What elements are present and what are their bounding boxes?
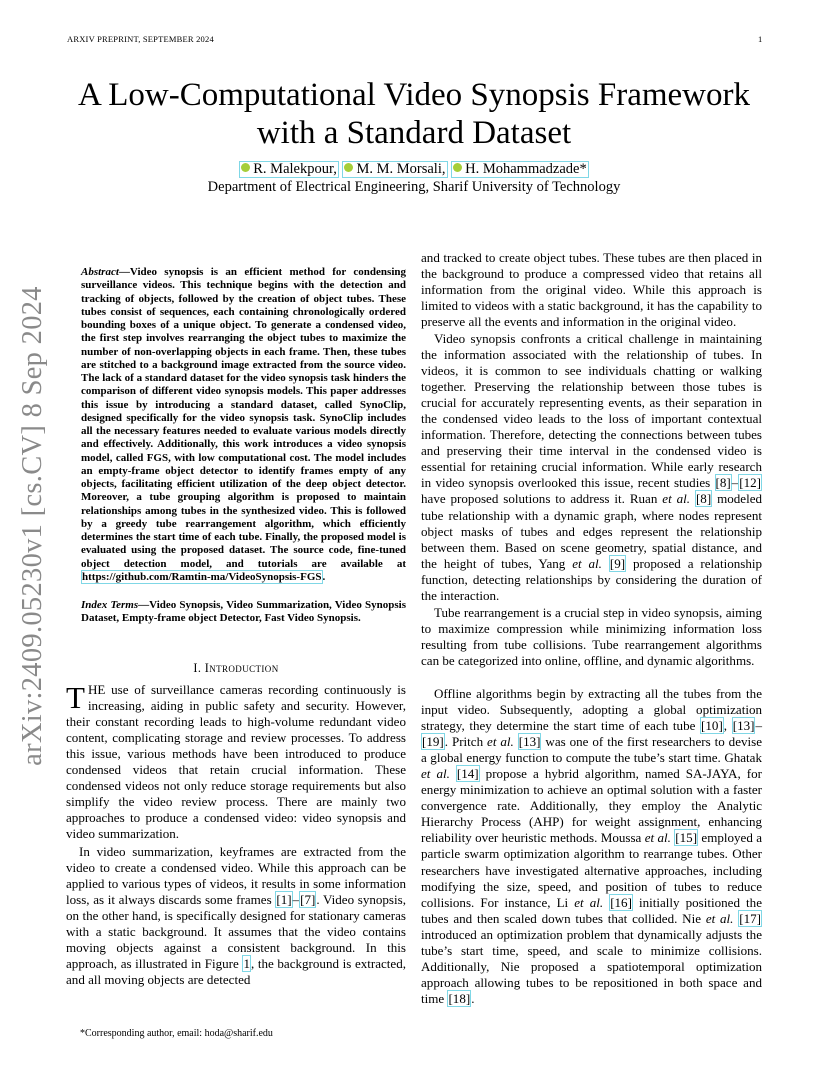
section-number: I. [193, 661, 205, 675]
drop-cap: T [66, 680, 85, 715]
orcid-icon [453, 163, 462, 172]
intro-paragraph-2 [66, 844, 406, 988]
author-name: M. M. Morsali, [356, 161, 446, 177]
citation-link[interactable]: [19] [422, 734, 444, 750]
text-run: Offline algorithms begin by extracting all the tubes from the input video. Subsequently, adopting a global optimization strategy, they determine the start time of each tube [421, 686, 762, 734]
section-heading [66, 661, 406, 676]
text-run: was one of the first researchers to devise a global energy function to compute the tube’s start time. Ghatak [421, 734, 762, 766]
orcid-icon [344, 163, 353, 172]
text-run: et al. [644, 830, 671, 846]
text-run: , the background is extracted, and all moving objects are detected [66, 956, 407, 988]
author-link[interactable] [451, 161, 589, 178]
abstract [81, 266, 406, 584]
text-run: employed a particle swarm optimization algorithm to rearrange tubes. Other researchers have investigated alternative approaches, including modifying the size, speed, and position of tubes to reduce collisions. For instance, Li [421, 830, 763, 910]
code-url-link[interactable]: https://github.com/Ramtin-ma/VideoSynopsis-FGS [82, 570, 322, 583]
author-list [0, 160, 828, 178]
index-terms-lead: Index Terms [81, 599, 139, 611]
text-run: propose a hybrid algorithm, named SA-JAYA, for energy minimization to achieve an optimal solution with a faster convergence rate. Additionally, they employ the Analytic Hierarchy Process (AHP) for weight assignment, enhancing reliability over heuristic methods. Moussa [421, 766, 762, 846]
abstract-end: . [322, 570, 326, 583]
figure-link[interactable]: 1 [243, 956, 250, 972]
citation-link[interactable]: [8] [715, 475, 731, 491]
citation-link[interactable]: [9] [609, 555, 626, 571]
arxiv-sidebar [6, 286, 60, 766]
author-link[interactable] [342, 161, 447, 178]
text-run: In video summarization, keyframes are extracted from the video to create a condensed video. While this approach can be applied to various types of videos, it results in some information loss, as it always discards some frames [66, 844, 406, 908]
text-run: proposed a relationship function, detecting relationships by considering the duration of the interaction. [421, 555, 762, 603]
text-run: initially positioned the tubes and then scaled down tubes that collided. Nie [421, 894, 762, 926]
author-name: R. Malekpour, [253, 161, 337, 177]
abstract-lead: Abstract [81, 266, 119, 278]
title-line-2: with a Standard Dataset [256, 115, 572, 151]
arxiv-identifier: arXiv:2409.05230v1 [cs.CV] 8 Sep 2024 [17, 286, 48, 766]
running-header: ARXIV PREPRINT, SEPTEMBER 2024 [67, 34, 214, 44]
text-run: et al. [572, 555, 602, 571]
section-title: Introduction [204, 661, 279, 675]
author-link[interactable] [239, 161, 339, 178]
index-terms-body: —Video Synopsis, Video Summarization, Video Synopsis Dataset, Empty-frame object Detector, Fast Video Synopsis. [81, 599, 406, 625]
right-paragraph-3: Tube rearrangement is a crucial step in video synopsis, aiming to maximize compression while minimizing information loss resulting from tube collisions. Tube rearrangement algorithms can be categorized into online, offline, and dynamic algorithms. [421, 605, 762, 669]
citation-link[interactable]: [13] [732, 718, 755, 734]
citation-link[interactable]: [13] [518, 734, 541, 750]
text-run: – [731, 475, 739, 491]
text-run: . Pritch [444, 734, 488, 750]
text-run: introduced an optimization problem that dynamically adjusts the tube’s start time, speed, and scale to minimize collisions. Additionally, Nie proposed a spatiotemporal optimization approach allowing tubes to be repositioned in both space and time [421, 926, 762, 1006]
citation-link[interactable]: [16] [610, 894, 632, 910]
text-run: Video synopsis confronts a critical challenge in maintaining the information associated with the relationship of tubes. In videos, it is common to see individuals chatting or walking together. Preserving the relationship between those tubes is crucial for accurately representing events, as their separation in the condensed video leads to the loss of important contextual information. Therefore, detecting the connections between tubes and preserving their time interval in the condensed video is essential for retaining crucial information. While early research in video synopsis overlooked this issue, recent studies [421, 331, 762, 491]
citation-link[interactable]: [7] [300, 892, 316, 908]
citation-link[interactable]: [12] [739, 475, 761, 491]
orcid-icon [241, 163, 250, 172]
page-number: 1 [758, 34, 763, 44]
text-run: – [292, 892, 300, 908]
affiliation: Department of Electrical Engineering, Sharif University of Technology [207, 179, 621, 195]
paper-title [0, 76, 828, 152]
text-run: have proposed solutions to address it. Ruan [421, 491, 663, 507]
text-run: et al. [421, 766, 450, 782]
text-run: – [755, 718, 762, 734]
author-name: H. Mohammadzade* [465, 161, 587, 177]
right-paragraph-1: and tracked to create object tubes. These tubes are then placed in the background to produce a compressed video that retains all information from the original video. While this approach is limited to videos with a static background, it has the capability to preserve all the events and information in the original video. [421, 250, 762, 330]
citation-link[interactable]: [14] [456, 766, 479, 782]
text-run: . Video synopsis, on the other hand, is specifically designed for stationary cameras with a static background. It assumes that the video contains moving objects against a consistent background. In this approach, as illustrated in Figure [66, 892, 406, 972]
citation-link[interactable]: [8] [695, 491, 712, 507]
citation-link[interactable]: [1] [276, 892, 292, 908]
citation-link[interactable]: [17] [739, 910, 761, 926]
text-run: et al. [487, 734, 514, 750]
intro-p1-text: HE use of surveillance cameras recording continuously is increasing, aiding in public safety and security. However, their constant recording leads to high-volume redundant video content, complicating storage and review processes. To address this issue, various methods have been introduced to produce condensed videos that retain crucial information. These condensed videos not only reduce storage requirements but also simplify the video review process. There are mainly two approaches to produce a condensed video: video synopsis and video summarization. [66, 682, 406, 842]
index-terms [81, 599, 406, 626]
right-paragraph-2 [421, 331, 762, 604]
citation-link[interactable]: [18] [448, 990, 471, 1006]
text-run: . [471, 990, 475, 1006]
abstract-body: —Video synopsis is an efficient method for condensing surveillance videos. This technique begins with the detection and tracking of objects, followed by the creation of object tubes. These tubes consist of sequences, each containing chronologically ordered bounding boxes of a unique object. To generate a condensed video, the first step involves rearranging the object tubes to maximize the number of non-overlapping objects in each frame. Then, these tubes are stitched to a background image extracted from the source video. The lack of a standard dataset for the video synopsis task hinders the comparison of different video synopsis models. This paper addresses this issue by introducing a standard dataset, called SynoClip, designed specifically for the video synopsis task. SynoClip includes all the necessary features needed to evaluate various models directly and effectively. Additionally, this work introduces a video synopsis model, called FGS, with low computational cost. The model includes an empty-frame object detector to identify frames empty of any objects, facilitating efficient utilization of the deep object detector. Moreover, a tube grouping algorithm is proposed to maintain relationships among tubes in the synthesized video. This is followed by a greedy tube rearrangement algorithm, which efficiently determines the start time of each tube. Finally, the proposed model is evaluated using the proposed dataset. The source code, fine-tuned object detection model, and tutorials are available at [81, 266, 406, 570]
title-line-1: A Low-Computational Video Synopsis Framework [77, 77, 751, 113]
right-paragraph-4 [421, 686, 762, 1007]
text-run: et al. [574, 894, 604, 910]
footnote: *Corresponding author, email: hoda@sharif.edu [80, 1028, 273, 1039]
text-run: , [723, 718, 732, 734]
text-run: et al. [705, 910, 734, 926]
citation-link[interactable]: [15] [675, 830, 698, 846]
citation-link[interactable]: [10] [701, 718, 723, 734]
text-run: modeled tube relationship with a dynamic graph, where nodes represent object masks of tubes and edges represent the relationship between them. Based on scene geometry, spatial distance, and the height of tubes, Yang [421, 491, 763, 571]
text-run: et al. [662, 491, 691, 507]
intro-paragraph-1 [66, 682, 406, 842]
